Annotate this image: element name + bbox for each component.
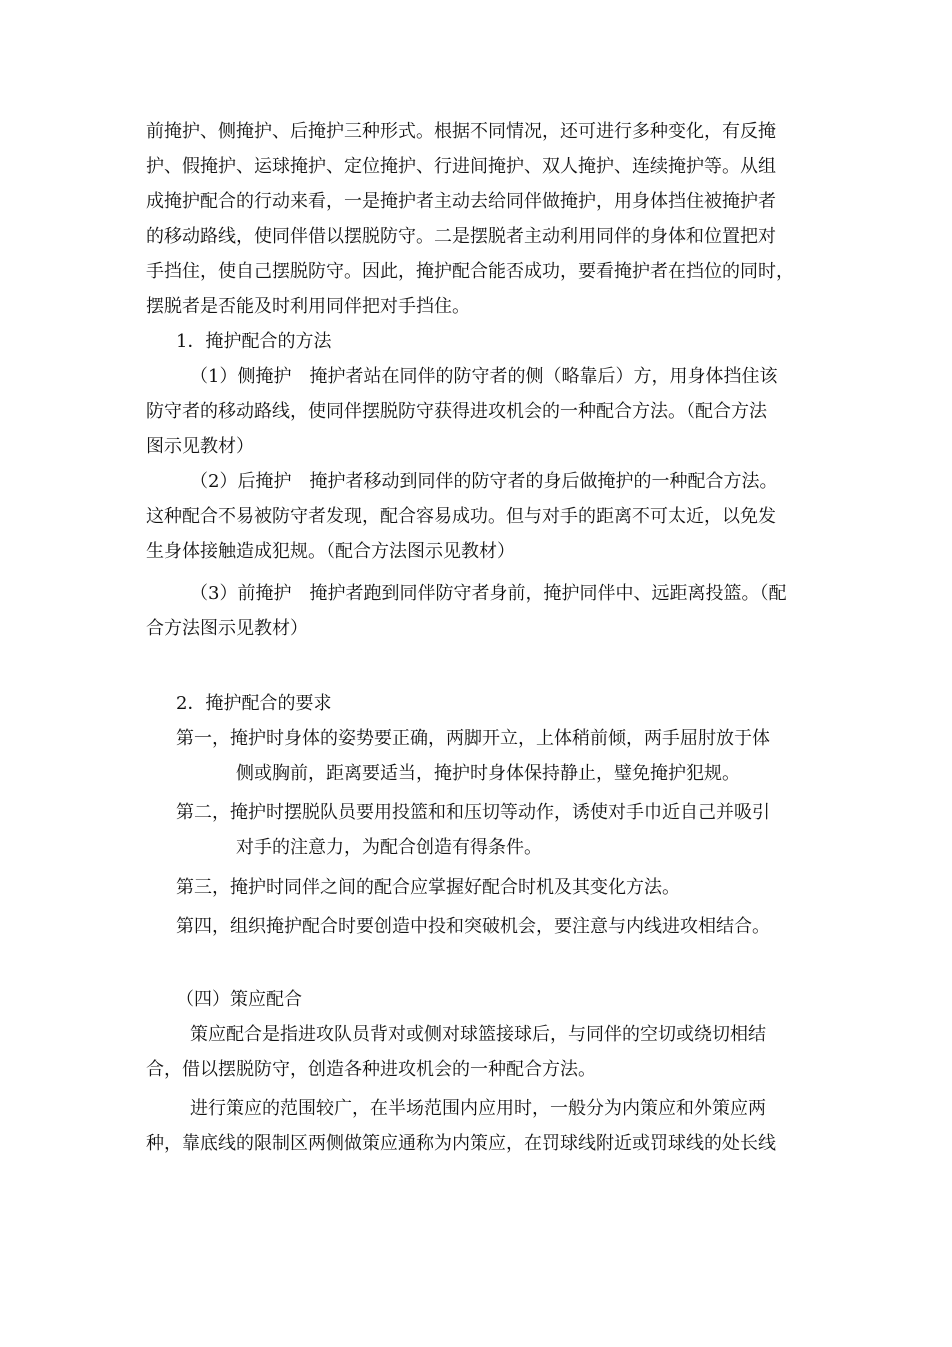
- intro-line-5: 手挡住，使自己摆脱防守。因此，掩护配合能否成功，要看掩护者在挡位的同时，: [146, 261, 794, 282]
- side-screen-line-2: 防守者的移动路线，使同伴摆脱防守获得进攻机会的一种配合方法。（配合方法: [146, 401, 767, 422]
- requirement-1-line-2: 侧或胸前，距离要适当，掩护时身体保持静止，璧免掩护犯规。: [236, 763, 740, 784]
- strategy-definition-line-2: 合，借以摆脱防守，创造各种进攻机会的一种配合方法。: [146, 1059, 596, 1080]
- strategy-range-line-1: 进行策应的范围较广，在半场范围内应用时，一般分为内策应和外策应两: [190, 1098, 766, 1119]
- intro-line-6: 摆脱者是否能及时利用同伴把对手挡住。: [146, 296, 470, 317]
- back-screen-line-2: 这种配合不易被防守者发现，配合容易成功。但与对手的距离不可太近，以免发: [146, 506, 776, 527]
- side-screen-line-3: 图示见教材）: [146, 436, 254, 457]
- section-heading-requirements: 2．掩护配合的要求: [176, 693, 332, 714]
- requirement-2-line-1: 第二，掩护时摆脱队员要用投篮和和压切等动作，诱使对手巾近自己并吸引: [176, 802, 770, 823]
- section-heading-strategy: （四）策应配合: [176, 989, 302, 1010]
- section-heading-methods: 1．掩护配合的方法: [176, 331, 332, 352]
- requirement-4: 第四，组织掩护配合时要创造中投和突破机会，要注意与内线进攻相结合。: [176, 916, 770, 937]
- intro-line-3: 成掩护配合的行动来看，一是掩护者主动去给同伴做掩护，用身体挡住被掩护者: [146, 191, 776, 212]
- front-screen-line-1: （3）前掩护 掩护者跑到同伴防守者身前，掩护同伴中、远距离投篮。（配: [190, 583, 787, 604]
- side-screen-line-1: （1）侧掩护 掩护者站在同伴的防守者的侧（略靠后）方，用身体挡住该: [190, 366, 778, 387]
- back-screen-line-1: （2）后掩护 掩护者移动到同伴的防守者的身后做掩护的一种配合方法。: [190, 471, 778, 492]
- strategy-definition-line-1: 策应配合是指进攻队员背对或侧对球篮接球后，与同伴的空切或绕切相结: [190, 1024, 766, 1045]
- requirement-3: 第三，掩护时同伴之间的配合应掌握好配合时机及其变化方法。: [176, 877, 680, 898]
- intro-line-1: 前掩护、侧掩护、后掩护三种形式。根据不同情况，还可进行多种变化，有反掩: [146, 121, 776, 142]
- back-screen-line-3: 生身体接触造成犯规。（配合方法图示见教材）: [146, 541, 515, 562]
- front-screen-line-2: 合方法图示见教材）: [146, 618, 308, 639]
- requirement-1-line-1: 第一，掩护时身体的姿势要正确，两脚开立，上体稍前倾，两手屈肘放于体: [176, 728, 770, 749]
- requirement-2-line-2: 对手的注意力，为配合创造有得条件。: [236, 837, 542, 858]
- strategy-range-line-2: 种，靠底线的限制区两侧做策应通称为内策应，在罚球线附近或罚球线的处长线: [146, 1133, 776, 1154]
- intro-line-4: 的移动路线，使同伴借以摆脱防守。二是摆脱者主动利用同伴的身体和位置把对: [146, 226, 776, 247]
- intro-line-2: 护、假掩护、运球掩护、定位掩护、行进间掩护、双人掩护、连续掩护等。从组: [146, 156, 776, 177]
